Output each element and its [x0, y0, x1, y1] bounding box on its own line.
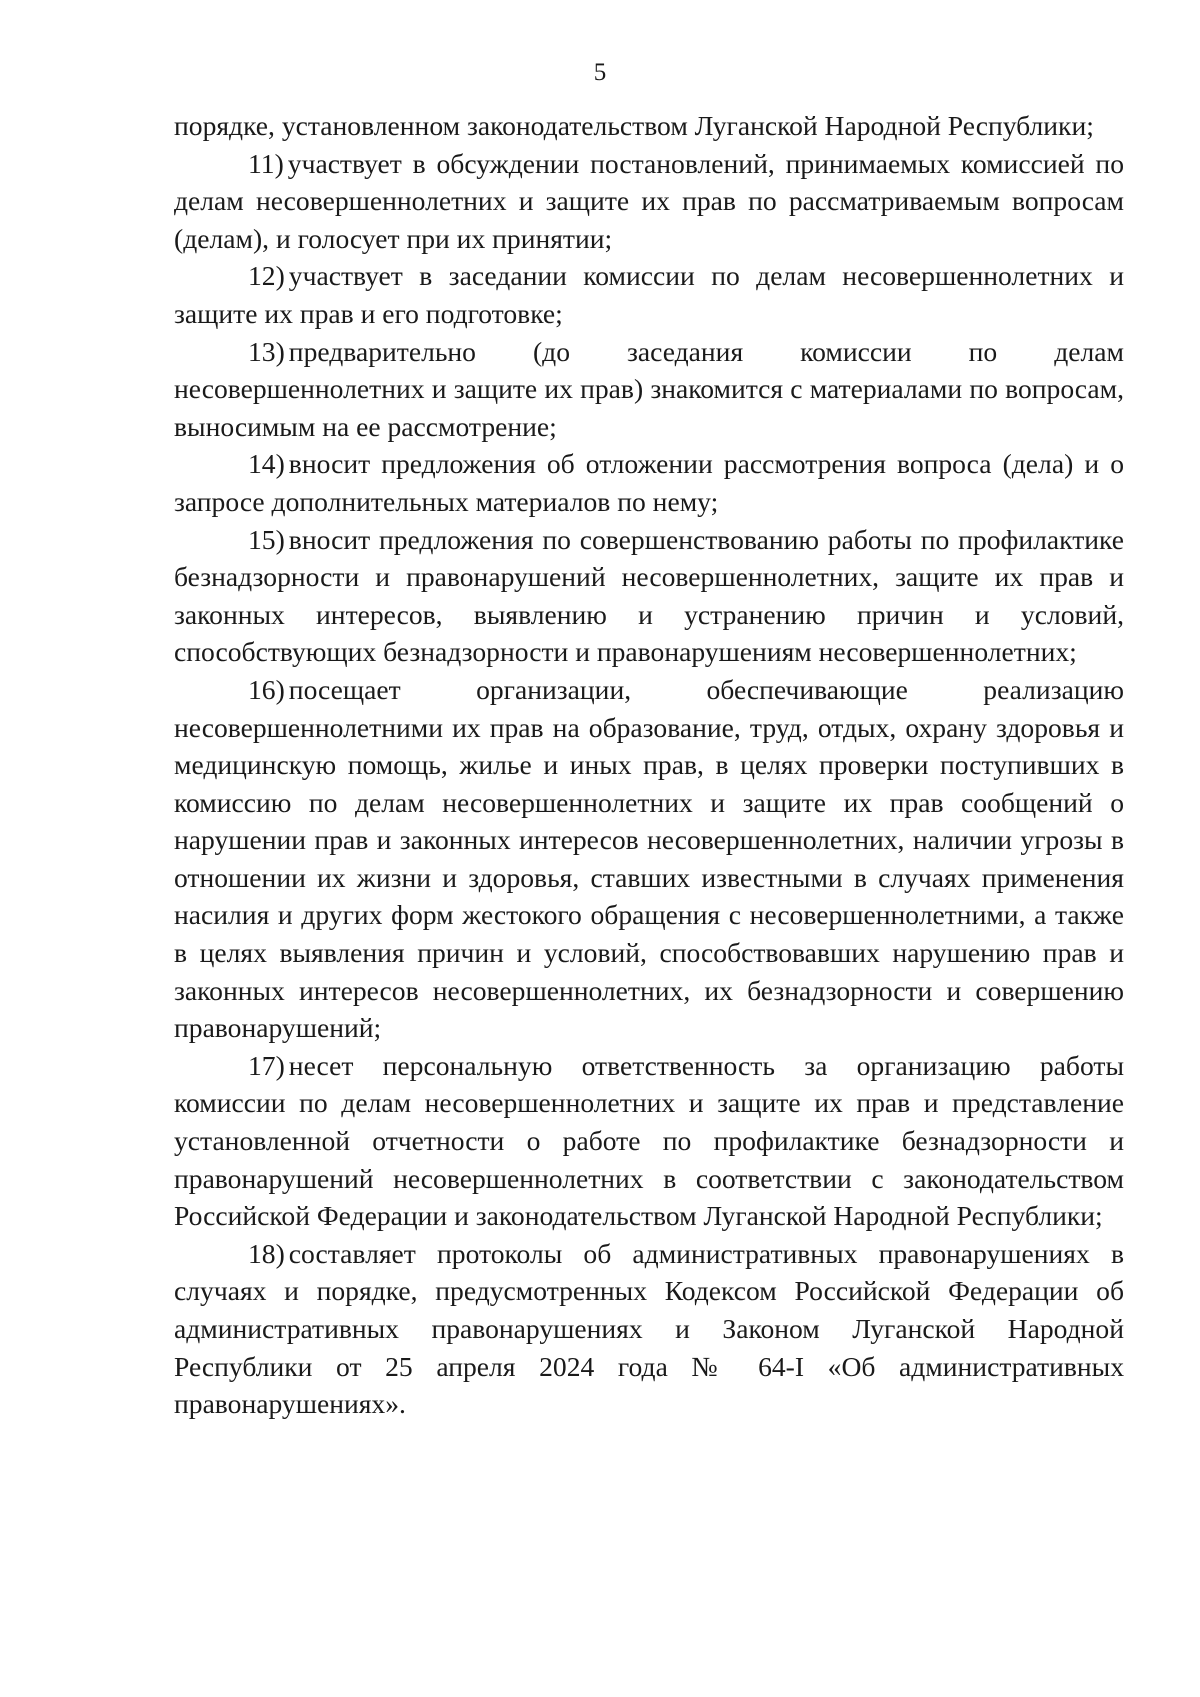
item-text: вносит предложения об отложении рассмотрения вопроса (дела) и о запросе дополнительных материалов по нему;: [174, 448, 1124, 517]
item-number: 13): [248, 335, 285, 367]
item-text: составляет протоколы об административных правонарушениях в случаях и порядке, предусмотренных Кодексом Российской Федерации об административных правонарушениях и Законом Луганской Народной Республики от 25 апреля 2024 года № 64-I «Об административных правонарушениях».: [174, 1237, 1124, 1420]
item-number: 18): [248, 1237, 285, 1269]
list-item-12: [174, 257, 1124, 332]
item-number: 17): [248, 1049, 285, 1081]
paragraph-continuation: [174, 107, 1124, 145]
item-number: 11): [248, 147, 284, 179]
document-body: [174, 107, 1124, 1423]
item-text: предварительно (до заседания комиссии по делам несовершеннолетних и защите их прав) знакомится с материалами по вопросам, выносимым на ее рассмотрение;: [174, 335, 1124, 442]
list-item-16: [174, 671, 1124, 1047]
paragraph-text: порядке, установленном законодательством Луганской Народной Республики;: [174, 110, 1094, 141]
list-item-11: [174, 145, 1124, 258]
list-item-13: [174, 333, 1124, 446]
item-text: участвует в обсуждении постановлений, принимаемых комиссией по делам несовершеннолетних и защите их прав по рассматриваемым вопросам (делам), и голосует при их принятии;: [174, 147, 1124, 254]
item-text: посещает организации, обеспечивающие реализацию несовершеннолетними их прав на образование, труд, отдых, охрану здоровья и медицинскую помощь, жилье и иных прав, в целях проверки поступивших в комиссию по делам несовершеннолетних и защите их прав сообщений о нарушении прав и законных интересов несовершеннолетних, наличии угрозы в отношении их жизни и здоровья, ставших известными в случаях применения насилия и других форм жестокого обращения с несовершеннолетними, а также в целях выявления причин и условий, способствовавших нарушению прав и законных интересов несовершеннолетних, их безнадзорности и совершению правонарушений;: [174, 673, 1124, 1044]
list-item-15: [174, 521, 1124, 671]
item-text: несет персональную ответственность за организацию работы комиссии по делам несовершеннолетних и защите их прав и представление установленной отчетности о работе по профилактике безнадзорности и правонарушений несовершеннолетних в соответствии с законодательством Российской Федерации и законодательством Луганской Народной Республики;: [174, 1049, 1124, 1232]
item-number: 14): [248, 448, 285, 480]
item-text: участвует в заседании комиссии по делам несовершеннолетних и защите их прав и его подготовке;: [174, 260, 1124, 329]
list-item-18: [174, 1235, 1124, 1423]
list-item-17: [174, 1047, 1124, 1235]
item-number: 16): [248, 673, 285, 705]
list-item-14: [174, 445, 1124, 520]
item-number: 12): [248, 260, 285, 292]
page-number: 5: [593, 59, 607, 86]
item-number: 15): [248, 523, 285, 555]
item-text: вносит предложения по совершенствованию работы по профилактике безнадзорности и правонарушений несовершеннолетних, защите их прав и законных интересов, выявлению и устранению причин и условий, способствующих безнадзорности и правонарушениям несовершеннолетних;: [174, 523, 1124, 668]
